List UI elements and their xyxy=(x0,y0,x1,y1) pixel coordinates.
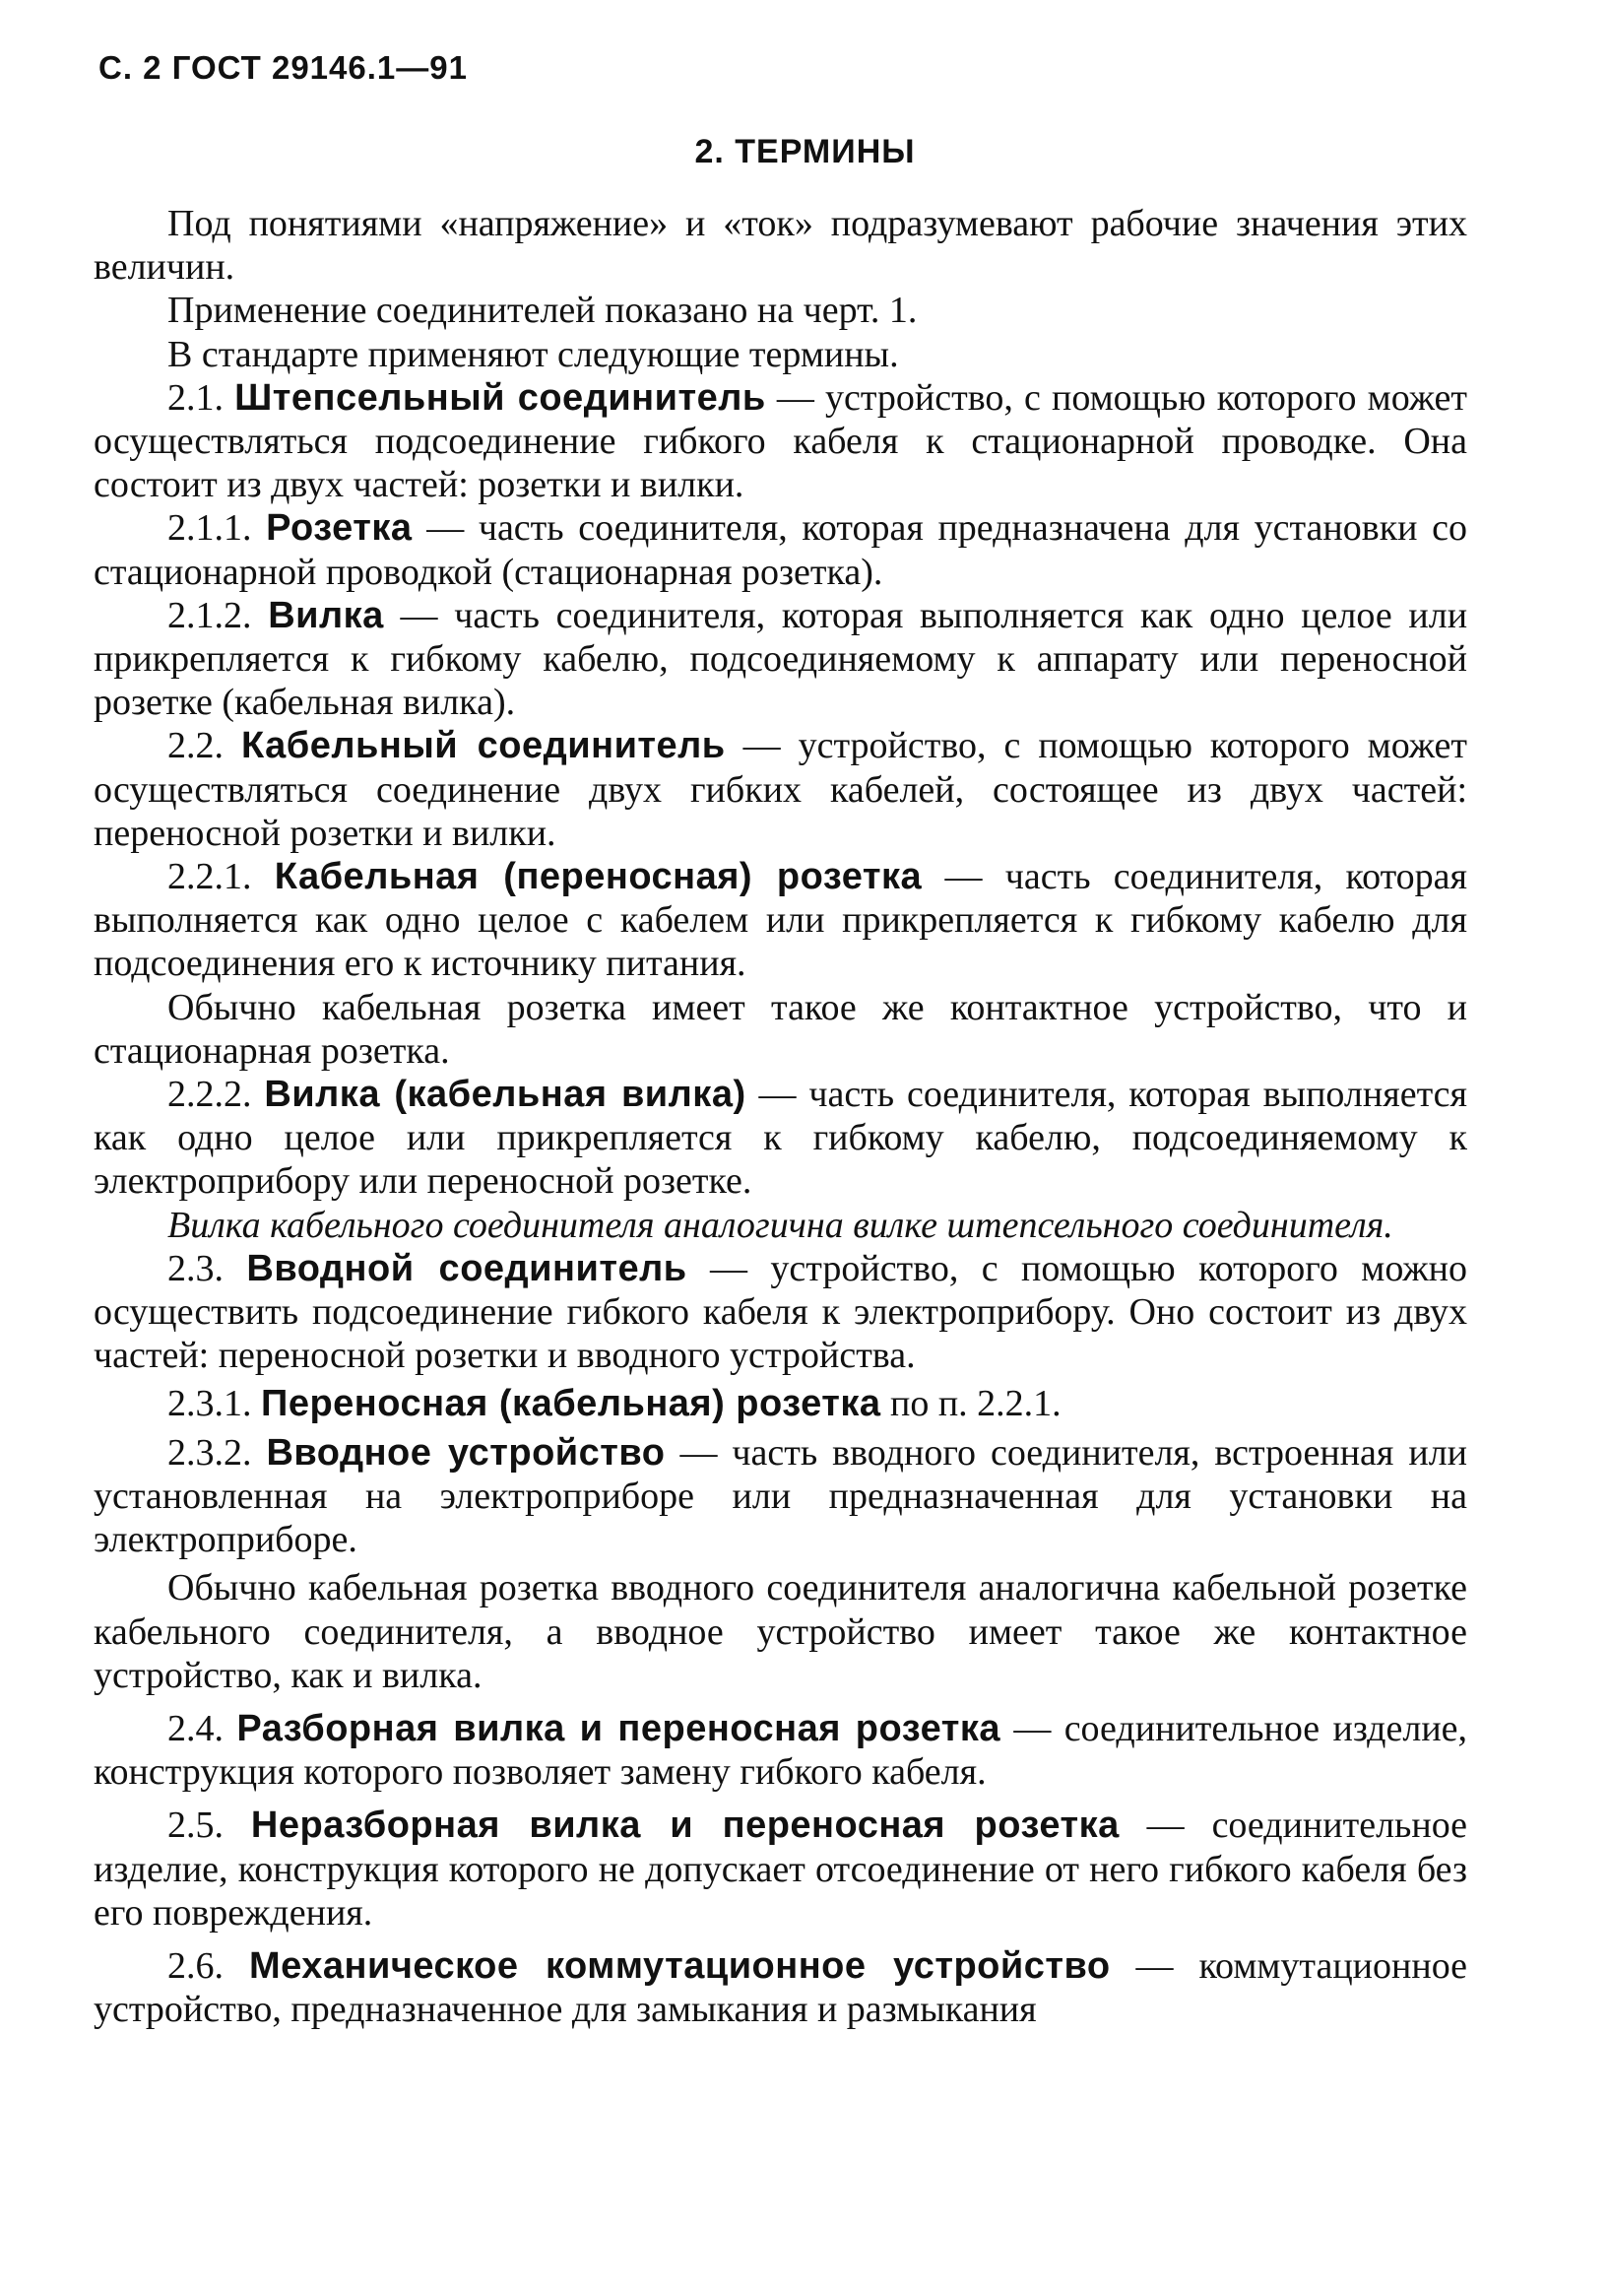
paragraph xyxy=(94,202,1467,289)
term-number: 2.3.2. xyxy=(167,1431,252,1474)
term-name: Переносная (кабельная) розетка xyxy=(261,1383,881,1425)
term-number: 2.3. xyxy=(167,1247,224,1289)
term-paragraph-2-3 xyxy=(94,1247,1467,1378)
term-definition: — коммутационное устройство, предназначенное для замыкания и размыкания xyxy=(94,1944,1468,2031)
paragraph-text: Обычно кабельная розетка вводного соединителя аналогична кабельной розетке кабельного соединителя, а вводное устройство имеет такое же контактное устройство, как и вилка. xyxy=(94,1567,1467,1696)
term-paragraph-2-6 xyxy=(94,1944,1467,2031)
paragraph-text: В стандарте применяют следующие термины. xyxy=(167,333,899,375)
paragraph xyxy=(94,1566,1467,1697)
term-definition: — устройство, с помощью которого может осуществляться подсоединение гибкого кабеля к стационарной проводке. Она состоит из двух частей: розетки и вилки. xyxy=(94,376,1467,506)
term-paragraph-2-2-1 xyxy=(94,855,1467,986)
term-definition: — устройство, с помощью которого может осуществляться соединение двух гибких кабелей, состоящее из двух частей: переносной розетки и вилки. xyxy=(94,725,1467,854)
term-paragraph-2-1-2 xyxy=(94,594,1467,725)
term-name: Вводное устройство xyxy=(266,1431,666,1474)
paragraph xyxy=(94,289,1467,332)
paragraph-text: Под понятиями «напряжение» и «ток» подразумевают рабочие значения этих величин. xyxy=(94,203,1467,289)
term-number: 2.4. xyxy=(167,1707,224,1749)
term-definition: — часть соединителя, которая выполняется как одно целое или прикрепляется к гибкому кабелю, подсоединяемому к электроприбору или переносной розетке. xyxy=(94,1074,1467,1203)
term-paragraph-2-2-2 xyxy=(94,1073,1467,1204)
term-name: Неразборная вилка и переносная розетка xyxy=(250,1804,1120,1847)
term-name: Вилка (кабельная вилка) xyxy=(264,1074,746,1116)
paragraph xyxy=(94,333,1467,376)
running-head: С. 2 ГОСТ 29146.1—91 xyxy=(98,49,468,86)
term-number: 2.1.1. xyxy=(167,507,252,550)
term-definition: — часть вводного соединителя, встроенная или установленная на электроприборе или предназначенная для установки на электроприборе. xyxy=(94,1431,1467,1561)
term-paragraph-2-1-1 xyxy=(94,506,1467,593)
term-number: 2.5. xyxy=(167,1804,224,1847)
term-paragraph-2-3-1 xyxy=(94,1382,1467,1425)
term-definition: — часть соединителя, которая выполняется как одно целое с кабелем или прикрепляется к гибкому кабелю для подсоединения его к источнику питания. xyxy=(94,856,1468,985)
term-number: 2.1.2. xyxy=(167,594,252,636)
term-name: Вводной соединитель xyxy=(246,1247,687,1289)
term-name: Вилка xyxy=(268,594,384,636)
term-definition: — часть соединителя, которая предназначена для установки со стационарной проводкой (стационарная розетка). xyxy=(94,507,1468,593)
term-number: 2.2. xyxy=(167,725,224,767)
term-number: 2.2.1. xyxy=(167,856,252,898)
term-name: Разборная вилка и переносная розетка xyxy=(236,1707,1001,1749)
term-definition: — соединительное изделие, конструкция которого не допускает отсоединение от него гибкого кабеля без его повреждения. xyxy=(94,1804,1468,1934)
term-number: 2.6. xyxy=(167,1944,224,1987)
section-title: 2. ТЕРМИНЫ xyxy=(694,133,916,170)
term-definition: — часть соединителя, которая выполняется как одно целое или прикрепляется к гибкому кабелю, подсоединяемому к аппарату или переносной розетке (кабельная вилка). xyxy=(94,594,1468,724)
paragraph-text: Вилка кабельного соединителя аналогична вилке штепсельного соединителя. xyxy=(167,1204,1393,1246)
term-name: Механическое коммутационное устройство xyxy=(248,1944,1111,1987)
term-name: Розетка xyxy=(266,507,413,550)
term-paragraph-2-1 xyxy=(94,376,1467,507)
term-number: 2.2.2. xyxy=(167,1074,252,1116)
paragraph xyxy=(94,986,1467,1073)
term-paragraph-2-5 xyxy=(94,1804,1467,1935)
term-name: Кабельная (переносная) розетка xyxy=(274,856,923,898)
body-text xyxy=(94,202,1467,2031)
term-paragraph-2-4 xyxy=(94,1707,1467,1794)
term-name: Кабельный соединитель xyxy=(240,725,726,767)
term-definition: — устройство, с помощью которого можно осуществить подсоединение гибкого кабеля к электроприбору. Оно состоит из двух частей: переносной розетки и вводного устройства. xyxy=(94,1247,1467,1377)
term-paragraph-2-2 xyxy=(94,724,1467,855)
term-number: 2.1. xyxy=(167,376,224,419)
term-number: 2.3.1. xyxy=(167,1383,252,1425)
paragraph-text: Применение соединителей показано на черт. 1. xyxy=(167,290,918,332)
term-definition: — соединительное изделие, конструкция которого позволяет замену гибкого кабеля. xyxy=(94,1707,1468,1794)
term-definition: по п. 2.2.1. xyxy=(890,1383,1062,1425)
term-name: Штепсельный соединитель xyxy=(234,376,766,419)
paragraph-text: Обычно кабельная розетка имеет такое же контактное устройство, что и стационарная розетка. xyxy=(94,986,1467,1072)
term-paragraph-2-3-2 xyxy=(94,1431,1467,1562)
paragraph xyxy=(94,1204,1467,1247)
